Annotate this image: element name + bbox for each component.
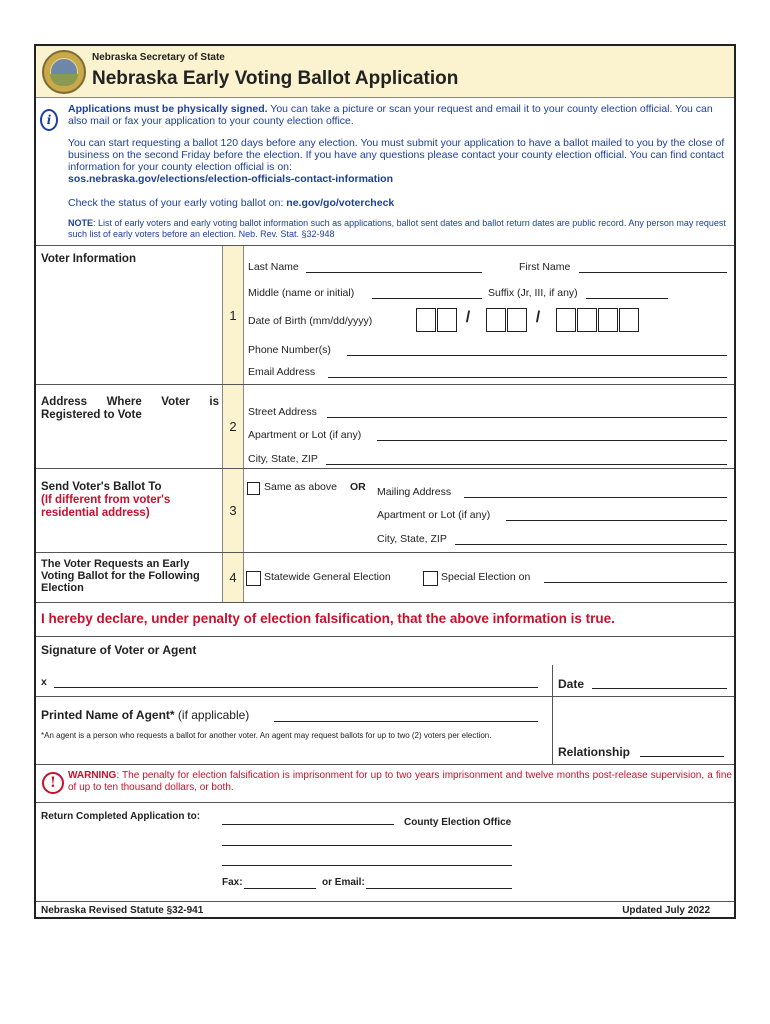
last-name-label: Last Name (248, 261, 299, 273)
dob-day-2[interactable] (507, 308, 527, 332)
section1-number: 1 (222, 246, 244, 385)
last-name-field[interactable] (306, 272, 482, 273)
mailing-address-label: Mailing Address (377, 486, 452, 498)
agent-note: *An agent is a person who requests a ballot for another voter. An agent may request ballots for up to two (2) voters per election. (41, 731, 492, 740)
mailing-address-field[interactable] (464, 497, 727, 498)
date-label: Date (558, 677, 585, 691)
agent-name-label-bold: Printed Name of Agent* (41, 708, 175, 722)
statute-reference: Nebraska Revised Statute §32-941 (41, 905, 204, 916)
return-address-line-1[interactable] (222, 845, 512, 846)
same-as-above-label: Same as above (264, 481, 337, 493)
phone-field[interactable] (347, 355, 727, 356)
county-name-field[interactable] (222, 824, 394, 825)
warning-body: : The penalty for election falsification is imprisonment for up to two years imprisonment and twelve months post-release supervision, a fine of up to ten thousand dollars, or both. (68, 770, 732, 793)
warning-row (36, 764, 734, 802)
section1-label: Voter Information (41, 253, 136, 265)
mailing-city-label: City, State, ZIP (377, 533, 447, 545)
special-election-label: Special Election on (441, 571, 531, 583)
info-p1-rest: You can take a picture or scan your request and email it to your county election official. You can also mail or fax your application to your county election office. (68, 103, 713, 127)
return-address-line-2[interactable] (222, 865, 512, 866)
section-registered-address (36, 384, 734, 468)
dob-year-4[interactable] (619, 308, 639, 332)
public-record-note (68, 218, 732, 240)
dob-year-2[interactable] (577, 308, 597, 332)
signature-divider (552, 665, 553, 765)
general-election-checkbox[interactable] (246, 571, 261, 586)
return-label: Return Completed Application to: (41, 811, 201, 822)
mailing-apartment-label: Apartment or Lot (if any) (377, 509, 491, 521)
note-text: : List of early voters and early voting ballot information such as applications, ballot sent dates and ballot return dates are public record. Any person may request such list of early voters before an election. Neb. Rev. Stat. §32-948 (68, 218, 726, 239)
dob-year-3[interactable] (598, 308, 618, 332)
signature-label: Signature of Voter or Agent (41, 643, 197, 657)
dob-slash-1: / (465, 309, 471, 326)
middle-name-field[interactable] (372, 298, 482, 299)
declaration-text: I hereby declare, under penalty of election falsification, that the above information is true. (41, 611, 615, 626)
section4-number: 4 (222, 553, 244, 603)
mailing-apartment-field[interactable] (506, 520, 727, 521)
agency-name: Nebraska Secretary of State (92, 52, 225, 63)
special-election-date-field[interactable] (544, 582, 727, 583)
middle-name-label: Middle (name or initial) (248, 287, 355, 299)
street-address-field[interactable] (327, 417, 727, 418)
info-paragraph-3 (68, 197, 728, 209)
form-title: Nebraska Early Voting Ballot Application (92, 68, 459, 89)
fax-field[interactable] (244, 888, 316, 889)
relationship-field[interactable] (640, 756, 724, 757)
note-label: NOTE (68, 218, 94, 228)
or-label: OR (350, 481, 366, 493)
signature-x: x (41, 676, 47, 688)
first-name-field[interactable] (579, 272, 727, 273)
county-office-label: County Election Office (404, 817, 512, 828)
ballot-application-form (34, 44, 736, 919)
section-voter-information (36, 245, 734, 384)
relationship-label: Relationship (558, 745, 631, 759)
suffix-label: Suffix (Jr, III, if any) (488, 287, 578, 299)
agent-name-label-suffix: (if applicable) (174, 708, 250, 722)
votercheck-link[interactable]: ne.gov/go/votercheck (286, 197, 395, 209)
return-email-field[interactable] (366, 888, 512, 889)
info-paragraph-2 (68, 137, 728, 185)
dob-month-1[interactable] (416, 308, 436, 332)
signature-section (36, 636, 734, 764)
apartment-label: Apartment or Lot (if any) (248, 429, 362, 441)
footer-row (36, 901, 734, 919)
dob-month-2[interactable] (437, 308, 457, 332)
agent-name-field[interactable] (274, 721, 538, 722)
return-email-label: or Email: (322, 877, 365, 888)
updated-date: Updated July 2022 (622, 905, 710, 916)
info-p2-text: You can start requesting a ballot 120 days before any election. You must submit your application to have a ballot mailed to you by the close of business on the second Friday before the election. If you have any questions please contact your county election official. You can find contact information for your county election official is on: (68, 137, 725, 173)
dob-year-1[interactable] (556, 308, 576, 332)
mailing-city-field[interactable] (455, 544, 727, 545)
nebraska-seal-icon (42, 50, 86, 94)
phone-label: Phone Number(s) (248, 344, 331, 356)
warning-label: WARNING (68, 770, 117, 781)
section3-sublabel (41, 494, 211, 520)
special-election-checkbox[interactable] (423, 571, 438, 586)
info-p1-bold: Applications must be physically signed. (68, 103, 268, 115)
info-block (36, 99, 734, 249)
section2-number: 2 (222, 385, 244, 469)
general-election-label: Statewide General Election (264, 571, 391, 583)
agent-name-label (41, 708, 249, 722)
warning-text (68, 770, 732, 793)
form-header (36, 46, 734, 98)
info-paragraph-1 (68, 103, 728, 127)
same-as-above-checkbox[interactable] (247, 482, 260, 495)
signature-row-divider (36, 696, 734, 697)
email-label: Email Address (248, 366, 316, 378)
signature-field[interactable] (54, 687, 538, 688)
email-field[interactable] (328, 377, 727, 378)
info-icon: i (40, 109, 58, 131)
return-section (36, 802, 734, 901)
section3-number: 3 (222, 469, 244, 553)
contact-info-link[interactable]: sos.nebraska.gov/elections/election-officials-contact-information (68, 173, 393, 185)
section2-label: Address Where Voter is Registered to Vote (41, 396, 219, 421)
warning-icon: ! (42, 772, 64, 794)
suffix-field[interactable] (586, 298, 668, 299)
city-state-zip-label: City, State, ZIP (248, 453, 318, 465)
info-p3-text: Check the status of your early voting ballot on: (68, 197, 287, 209)
street-address-label: Street Address (248, 406, 317, 418)
date-field[interactable] (592, 688, 727, 689)
fax-label: Fax: (222, 877, 243, 888)
apartment-field[interactable] (377, 440, 727, 441)
declaration-row (36, 602, 734, 636)
dob-slash-2: / (535, 309, 541, 326)
section-send-ballot-to (36, 468, 734, 552)
dob-day-1[interactable] (486, 308, 506, 332)
section3-label: Send Voter's Ballot To (41, 481, 162, 493)
section-election-type (36, 552, 734, 602)
first-name-label: First Name (519, 261, 571, 273)
city-state-zip-field[interactable] (326, 464, 727, 465)
dob-label: Date of Birth (mm/dd/yyyy) (248, 315, 373, 327)
section3-sublabel-text: (If different from voter's residential address) (41, 494, 171, 519)
section4-label: The Voter Requests an Early Voting Ballot for the Following Election (41, 558, 200, 594)
